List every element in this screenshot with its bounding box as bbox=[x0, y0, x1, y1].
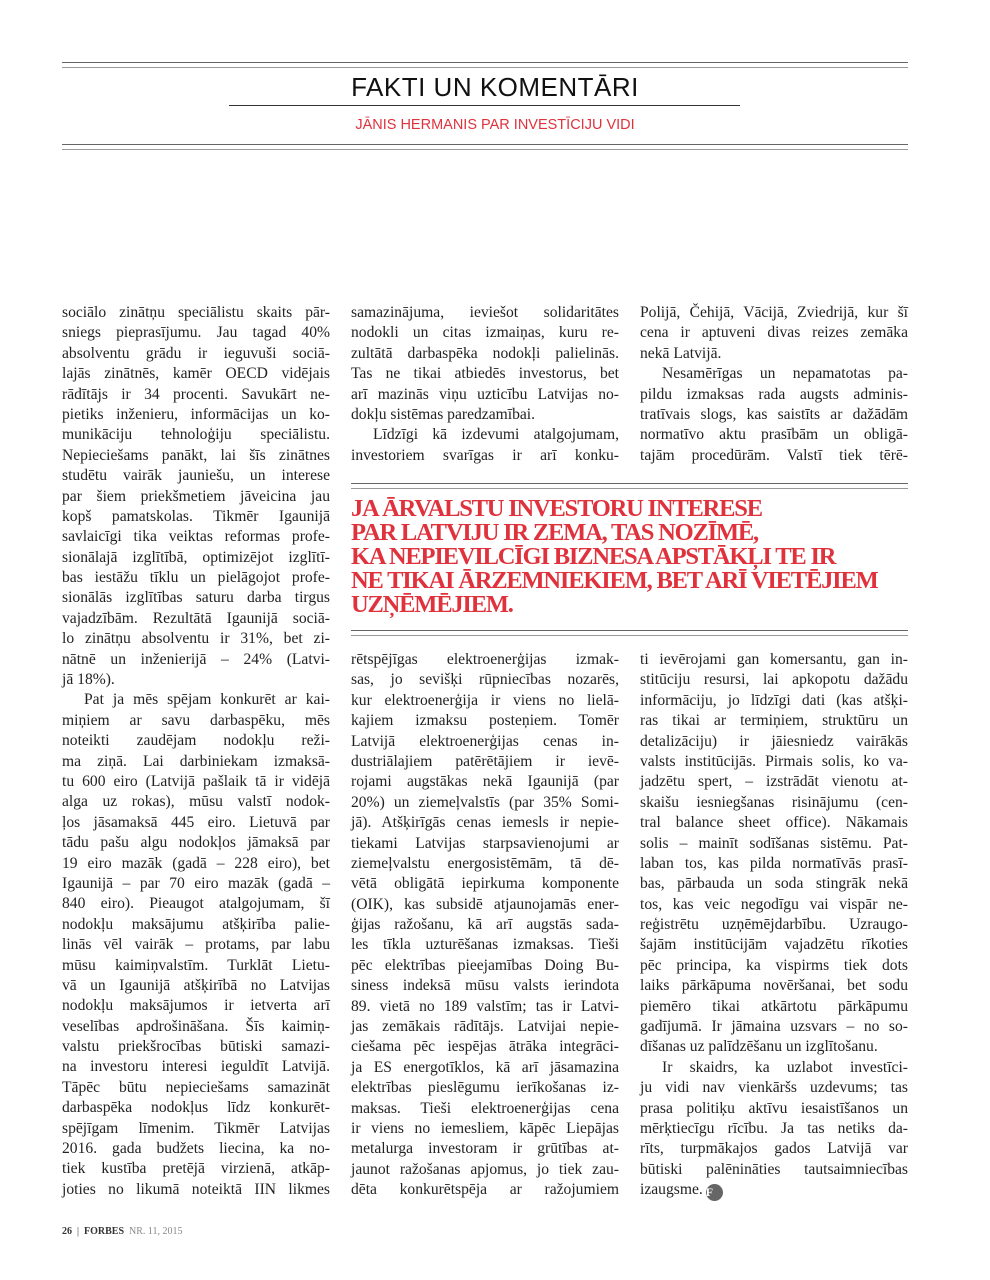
text-line-content: dīšanas uz palīdzēšanu un izglītošanu. bbox=[640, 1038, 878, 1056]
text-line-content: samazinājuma, ieviešot solidaritātes bbox=[351, 304, 619, 321]
column-3-bottom bbox=[640, 650, 908, 1201]
text-line-content: Igaunijā – par 70 eiro mazāk (gadā – bbox=[62, 874, 330, 892]
text-line bbox=[62, 731, 330, 751]
text-line-content: dokļu sistēmas paredzamībai. bbox=[351, 405, 536, 423]
text-line-content: valsts institūcijās. Pirmais solis, ko va- bbox=[640, 752, 908, 770]
text-line-content: les tīkla uzturēšanas izmaksas. Tieši bbox=[351, 936, 619, 954]
text-line bbox=[62, 527, 330, 547]
text-line bbox=[62, 792, 330, 812]
text-line-content: metalurga investoram ir grūtības at- bbox=[351, 1140, 619, 1158]
text-line bbox=[351, 976, 619, 996]
text-line-content: Pat ja mēs spējam konkurēt ar kai- bbox=[84, 691, 330, 709]
text-line-content: Līdzīgi kā izdevumi atalgojumam, bbox=[373, 426, 619, 444]
text-line bbox=[62, 446, 330, 466]
text-line-content: detalizāciju) ir jāiesniedz vairākās bbox=[640, 732, 908, 750]
text-line bbox=[62, 1037, 330, 1057]
text-line-content: kopš pamatskolas. Tikmēr Igaunijā bbox=[62, 507, 330, 525]
text-line-content: Latvijā elektroenerģijas cenas in- bbox=[351, 732, 619, 750]
text-line-content: zultātā darbaspēka nodokļi palielinās. bbox=[351, 344, 619, 362]
text-line-content: pēc elektrības pieejamības Doing Bu- bbox=[351, 956, 619, 974]
text-line-content: ti ievērojami gan komersantu, gan in- bbox=[640, 651, 908, 668]
text-line-content: izaugsme. bbox=[640, 1181, 703, 1199]
text-line-content: reģistrētu uzņēmējdarbību. Uzraugo- bbox=[640, 916, 908, 934]
header-bottom-rule bbox=[62, 144, 908, 150]
text-line-content: gadījumā. Ir jāmaina uzsvars – no so- bbox=[640, 1018, 908, 1036]
text-line-content: kajiem izmaksu posteņiem. Tomēr bbox=[351, 712, 619, 730]
text-line bbox=[351, 1017, 619, 1037]
text-line-content: spējīgam līmenim. Tikmēr Latvijas bbox=[62, 1119, 330, 1137]
text-line bbox=[62, 650, 330, 670]
text-line-content: Polijā, Čehijā, Vācijā, Zviedrijā, kur šī bbox=[640, 304, 908, 321]
text-line-content: sniegs pieprasījumu. Jau tagad 40% bbox=[62, 324, 330, 342]
text-line bbox=[351, 364, 619, 384]
text-line bbox=[640, 752, 908, 772]
text-line bbox=[640, 834, 908, 854]
text-line-content: ma ziņā. Lai darbiniekam izmaksā- bbox=[62, 752, 330, 770]
text-line-content: tratīvais slogs, kas saistīts ar dažādām bbox=[640, 405, 908, 423]
article-subtitle: JĀNIS HERMANIS PAR INVESTĪCIJU VIDI bbox=[355, 117, 635, 133]
text-line-content: tos, kas veic negodīgu vai vispār ne- bbox=[640, 895, 908, 913]
text-line-content: jaunot ražošanas apjomus, jo tiek zau- bbox=[351, 1160, 619, 1178]
text-line-content: noteikti zaudējam nodokļu reži- bbox=[62, 732, 330, 750]
text-line-content: tu 600 eiro (Latvijā pašlaik tā ir vidējā bbox=[62, 772, 330, 790]
footer-separator: | bbox=[77, 1226, 80, 1237]
text-line-content: vētā obligātā iepirkuma komponente bbox=[351, 875, 619, 893]
text-line bbox=[62, 507, 330, 527]
text-line bbox=[351, 1058, 619, 1078]
text-line bbox=[351, 1119, 619, 1139]
text-line-content: arī mazinās viņu uzticību Latvijas no- bbox=[351, 385, 619, 403]
text-line bbox=[62, 996, 330, 1016]
text-line bbox=[351, 1099, 619, 1119]
text-line-content: veselības apdrošināšana. Šīs kaimiņ- bbox=[62, 1017, 330, 1035]
text-line-content: ir viens no iemesliem, kāpēc Liepājas bbox=[351, 1119, 619, 1137]
text-line-content: stitūciju resursi, lai apkopotu dažādu bbox=[640, 671, 908, 689]
text-line bbox=[62, 1159, 330, 1179]
text-line bbox=[351, 446, 619, 466]
text-line bbox=[62, 915, 330, 935]
text-line-content: šajām institūcijām vajadzētu rīkoties bbox=[640, 936, 908, 954]
text-line bbox=[62, 813, 330, 833]
text-line-content: skaišu iesniegšanas risinājumu (cen- bbox=[640, 793, 908, 811]
text-line bbox=[62, 1017, 330, 1037]
text-line-content: laban tos, kas pilda normatīvās prasī- bbox=[640, 854, 908, 872]
text-line-content: bas iestāžu tīklu un pielāgojot profe- bbox=[62, 569, 330, 587]
text-line-content: linās vēl vairāk – protams, par labu bbox=[62, 936, 330, 954]
text-line-content: sionālajā izglītībā, optimizējot izglītī- bbox=[62, 548, 330, 566]
text-line bbox=[640, 915, 908, 935]
page-footer bbox=[62, 1226, 183, 1237]
text-line bbox=[62, 670, 330, 690]
text-line-content: Nepieciešams panākt, lai šīs zinātnes bbox=[62, 446, 330, 464]
text-line bbox=[62, 854, 330, 874]
text-line-content: nātnē un inženierijā – 24% (Latvi- bbox=[62, 650, 330, 668]
text-line-content: dustriālajiem patērētājiem ir ievē- bbox=[351, 752, 619, 770]
forbes-end-mark-icon: F bbox=[706, 1184, 723, 1201]
text-line-content: cena ir aptuveni divas reizes zemāka bbox=[640, 324, 908, 342]
text-line-content: vajadzībām. Rezultātā Igaunijā sociā- bbox=[62, 609, 330, 627]
text-line bbox=[62, 323, 330, 343]
text-line bbox=[351, 1078, 619, 1098]
text-line-content: 89. vietā no 189 valstīm; tas ir Latvi- bbox=[351, 997, 619, 1015]
text-line-content: laiks pārkāpuma novēršanai, bet sodu bbox=[640, 977, 908, 995]
text-line bbox=[62, 833, 330, 853]
text-line bbox=[640, 691, 908, 711]
text-line bbox=[351, 732, 619, 752]
text-line-content: 2016. gada budžets liecina, ka no- bbox=[62, 1140, 330, 1158]
text-line bbox=[62, 344, 330, 364]
text-line-content: Tas ne tikai atbiedēs investorus, bet bbox=[351, 365, 619, 383]
text-line-content: rādītājs ir 34 procenti. Savukārt ne- bbox=[62, 385, 330, 403]
text-line bbox=[351, 895, 619, 915]
text-line bbox=[640, 793, 908, 813]
text-line bbox=[62, 405, 330, 425]
text-line bbox=[62, 588, 330, 608]
text-line bbox=[351, 650, 619, 670]
pull-quote-bottom-rule bbox=[351, 630, 908, 636]
text-line-content: alga uz rokas), mūsu valstī nodok- bbox=[62, 793, 330, 811]
text-line-content: Tāpēc būtu nepieciešams samazināt bbox=[62, 1078, 330, 1096]
text-line bbox=[62, 1078, 330, 1098]
text-line bbox=[351, 344, 619, 364]
text-line bbox=[640, 1139, 908, 1159]
text-line bbox=[351, 323, 619, 343]
text-line bbox=[62, 690, 330, 710]
text-line bbox=[640, 1119, 908, 1139]
text-line bbox=[62, 487, 330, 507]
magazine-name: FORBES bbox=[84, 1226, 125, 1237]
text-line bbox=[640, 895, 908, 915]
text-line bbox=[640, 976, 908, 996]
text-line-content: jadzētu spert, – izstrādāt vienotu at- bbox=[640, 773, 908, 791]
text-line bbox=[640, 405, 908, 425]
text-line-content: munikāciju tehnoloģiju speciālistu. bbox=[62, 426, 330, 444]
text-line bbox=[62, 752, 330, 772]
text-line bbox=[640, 1017, 908, 1037]
text-line-content: sociālo zinātņu speciālistu skaits pār- bbox=[62, 304, 330, 321]
text-line bbox=[640, 425, 908, 445]
text-line-content: nekā Latvijā. bbox=[640, 344, 722, 362]
text-line-content: absolventu grādu ir ieguvuši sociā- bbox=[62, 344, 330, 362]
text-line-content: informāciju, jo līdzīgi dati (kas atšķi- bbox=[640, 691, 908, 709]
text-line-content: siness indeksā mūsu valsts ierindota bbox=[351, 977, 619, 995]
text-line-content: na investoru interesi ieguldīt Latvijā. bbox=[62, 1058, 330, 1076]
text-line bbox=[62, 1098, 330, 1118]
text-line bbox=[351, 385, 619, 405]
text-line-content: rētspējīgas elektroenerģijas izmak- bbox=[351, 651, 619, 668]
header-top-rule bbox=[62, 62, 908, 68]
text-line-content: nodokli un citas izmaiņas, kuru re- bbox=[351, 324, 619, 342]
text-line-content: kur elektroenerģija ir viens no lielā- bbox=[351, 691, 619, 709]
text-line bbox=[640, 303, 908, 323]
column-3-top bbox=[640, 303, 908, 466]
text-line-content: ziemeļvalstu energosistēmām, tā dē- bbox=[351, 854, 619, 872]
text-line-content: prasa politiķu aktīvu iesaistīšanos un bbox=[640, 1099, 908, 1117]
text-line bbox=[62, 894, 330, 914]
text-line-content: rīts, turpmākajos gados Latvijā var bbox=[640, 1140, 908, 1158]
text-line-content: nodokļu maksājumu atšķirība palie- bbox=[62, 915, 330, 933]
text-line bbox=[640, 1099, 908, 1119]
text-line bbox=[351, 997, 619, 1017]
text-line bbox=[351, 956, 619, 976]
text-line-content: par šiem priekšmetiem jāveicina jau bbox=[62, 487, 330, 505]
text-line-content: tiekami Latvijas starpsavienojumi ar bbox=[351, 834, 619, 852]
column-1 bbox=[62, 303, 330, 1200]
text-line bbox=[351, 303, 619, 323]
text-line bbox=[351, 854, 619, 874]
text-line-content: investoriem svarīgas ir arī konku- bbox=[351, 446, 619, 464]
text-line-content: ļos jāsamaksā 445 eiro. Lietuvā par bbox=[62, 813, 330, 831]
text-line-content: miņiem ar savu darbaspēku, mēs bbox=[62, 711, 330, 729]
text-line bbox=[351, 793, 619, 813]
text-line-content: sas, jo sevišķi rūpniecības nozarēs, bbox=[351, 671, 619, 689]
text-line-content: dēta konkurētspēja ar ražojumiem bbox=[351, 1181, 619, 1199]
text-line bbox=[640, 364, 908, 384]
pull-quote-top-rule bbox=[351, 483, 908, 489]
text-line bbox=[351, 425, 619, 445]
text-line-content: lajās zinātnēs, kamēr OECD vidējais bbox=[62, 365, 330, 383]
text-line bbox=[640, 711, 908, 731]
text-line-content: pēc principa, ka vispirms tiek dots bbox=[640, 956, 908, 974]
text-line bbox=[640, 997, 908, 1017]
text-line bbox=[640, 1160, 908, 1180]
text-line bbox=[640, 1058, 908, 1078]
text-line bbox=[351, 1139, 619, 1159]
text-line-content: normatīvo aktu prasībām un obligā- bbox=[640, 426, 908, 444]
text-line-content: tral balance sheet office). Nākamais bbox=[640, 814, 908, 832]
text-line bbox=[351, 1180, 619, 1200]
text-line bbox=[640, 1078, 908, 1098]
text-line-content: jas zemākais rādītājs. Latvijai nepie- bbox=[351, 1018, 619, 1036]
text-line bbox=[640, 1180, 908, 1200]
pull-quote-line: PAR LATVIJU IR ZEMA, TAS NOZĪMĒ, bbox=[351, 519, 758, 546]
text-line bbox=[640, 650, 908, 670]
text-line bbox=[62, 629, 330, 649]
text-line bbox=[62, 1180, 330, 1200]
text-line-content: Nesamērīgas un nepamatotas pa- bbox=[662, 365, 908, 383]
text-line-content: mērķtiecīgu rīcību. Ja tas netiks da- bbox=[640, 1119, 908, 1137]
text-line-content: lo zinātņu absolventu ir 31%, bet zi- bbox=[62, 630, 330, 648]
text-line-content: 20%) un ziemeļvalstīs (par 35% Somi- bbox=[351, 793, 619, 811]
text-line bbox=[62, 568, 330, 588]
text-line bbox=[351, 834, 619, 854]
text-line bbox=[62, 385, 330, 405]
text-line bbox=[640, 385, 908, 405]
text-line bbox=[640, 854, 908, 874]
text-line bbox=[640, 323, 908, 343]
text-line-content: pietiks inženieru, informācijas un ko- bbox=[62, 405, 330, 423]
text-line-content: Ir skaidrs, ka uzlabot investīci- bbox=[662, 1058, 908, 1076]
pull-quote-line: NE TIKAI ĀRZEMNIEKIEM, BET ARĪ VIETĒJIEM bbox=[351, 567, 878, 594]
text-line-content: jā). Atšķirīgās cenas iemesls ir nepie- bbox=[351, 814, 619, 832]
issue-number: NR. 11, 2015 bbox=[129, 1226, 183, 1237]
text-line-content: savlaicīgi tika veiktas reformas profe- bbox=[62, 528, 330, 546]
text-line bbox=[640, 813, 908, 833]
text-line bbox=[62, 1139, 330, 1159]
text-line bbox=[640, 935, 908, 955]
text-line-content: tiek kustība pretējā virzienā, atkāp- bbox=[62, 1160, 330, 1178]
text-line bbox=[351, 874, 619, 894]
text-line bbox=[351, 813, 619, 833]
text-line bbox=[351, 670, 619, 690]
text-line bbox=[62, 935, 330, 955]
text-line bbox=[351, 405, 619, 425]
text-line bbox=[351, 1160, 619, 1180]
text-line bbox=[62, 772, 330, 792]
text-line-content: ciešama pēc iespējas ātrāka integrāci- bbox=[351, 1038, 619, 1056]
text-line-content: elektrības pieslēgumu ierīkošanas iz- bbox=[351, 1079, 619, 1097]
text-line bbox=[62, 874, 330, 894]
text-line-content: nodokļu maksājumos ir ietverta arī bbox=[62, 997, 330, 1015]
column-2-bottom bbox=[351, 650, 619, 1201]
title-underline bbox=[229, 105, 740, 106]
text-line-content: piemēro tikai atkārtotu pārkāpumu bbox=[640, 997, 908, 1015]
text-line-content: pildu izmaksas rada augsts adminis- bbox=[640, 385, 908, 403]
text-line bbox=[62, 466, 330, 486]
text-line-content: joties no likumā noteiktā IIN likmes bbox=[62, 1180, 330, 1198]
text-line-content: bas, pārbauda un soda stingrāk nekā bbox=[640, 875, 908, 893]
pull-quote-line: KA NEPIEVILCĪGI BIZNESA APSTĀKĻI TE IR bbox=[351, 543, 836, 570]
pull-quote-line: UZŅĒMĒJIEM. bbox=[351, 591, 513, 618]
text-line bbox=[640, 772, 908, 792]
text-line bbox=[640, 1037, 908, 1057]
text-line-content: darbaspēka nodokļus līdz konkurēt- bbox=[62, 1099, 330, 1117]
text-line bbox=[62, 425, 330, 445]
text-line bbox=[62, 711, 330, 731]
text-line bbox=[640, 446, 908, 466]
text-line-content: valstu priekšrocības būtiski samazi- bbox=[62, 1038, 330, 1056]
column-2-top bbox=[351, 303, 619, 466]
text-line bbox=[62, 1057, 330, 1077]
text-line bbox=[62, 303, 330, 323]
text-line-content: 840 eiro). Pieaugot atalgojumam, šī bbox=[62, 895, 330, 913]
text-line-content: ģijas ražošanu, kā arī augstās sada- bbox=[351, 916, 619, 934]
text-line bbox=[351, 1037, 619, 1057]
text-line bbox=[351, 935, 619, 955]
text-line bbox=[62, 548, 330, 568]
text-line-content: mūsu kaimiņvalstīm. Turklāt Lietu- bbox=[62, 956, 330, 974]
text-line bbox=[351, 711, 619, 731]
text-line bbox=[351, 691, 619, 711]
text-line bbox=[351, 752, 619, 772]
text-line bbox=[640, 732, 908, 752]
section-title: FAKTI UN KOMENTĀRI bbox=[351, 72, 639, 102]
text-line-content: solis – mainīt sodīšanas sistēmu. Pat- bbox=[640, 834, 908, 852]
text-line-content: maksas. Tieši elektroenerģijas cena bbox=[351, 1099, 619, 1117]
pull-quote bbox=[351, 497, 921, 617]
text-line bbox=[62, 609, 330, 629]
text-line-content: (OIK), kas subsidē atjaunojamās ener- bbox=[351, 895, 619, 913]
text-line-content: studētu vairāk jauniešu, un interese bbox=[62, 467, 330, 485]
text-line bbox=[351, 915, 619, 935]
text-line-content: tajām procedūrām. Valstī tiek tērē- bbox=[640, 446, 908, 464]
text-line-content: ras tikai ar termiņiem, struktūru un bbox=[640, 712, 908, 730]
text-line bbox=[640, 874, 908, 894]
text-line bbox=[62, 956, 330, 976]
text-line-content: vā un Igaunijā atšķirībā no Latvijas bbox=[62, 976, 330, 994]
text-line-content: ju vidi nav vienkāršs uzdevums; tas bbox=[640, 1079, 908, 1097]
pull-quote-line: JA ĀRVALSTU INVESTORU INTERESE bbox=[351, 495, 762, 522]
text-line-content: ja ES energotīklos, kā arī jāsamazina bbox=[351, 1058, 619, 1076]
text-line bbox=[640, 956, 908, 976]
text-line bbox=[640, 670, 908, 690]
text-line bbox=[62, 1119, 330, 1139]
page-number: 26 bbox=[62, 1226, 72, 1237]
text-line-content: rojami augstākas nekā Igaunijā (par bbox=[351, 773, 619, 791]
text-line bbox=[640, 344, 908, 364]
text-line-content: 19 eiro mazāk (gadā – 228 eiro), bet bbox=[62, 854, 330, 872]
text-line-content: būtiski palēnināties tautsaimniecības bbox=[640, 1160, 908, 1178]
text-line-content: jā 18%). bbox=[62, 671, 115, 689]
text-line bbox=[351, 772, 619, 792]
text-line-content: tādu pašu algu nodokļos jāmaksā par bbox=[62, 834, 330, 852]
text-line bbox=[62, 976, 330, 996]
text-line bbox=[62, 364, 330, 384]
text-line-content: sionālās izglītības saturu darba tirgus bbox=[62, 589, 330, 607]
